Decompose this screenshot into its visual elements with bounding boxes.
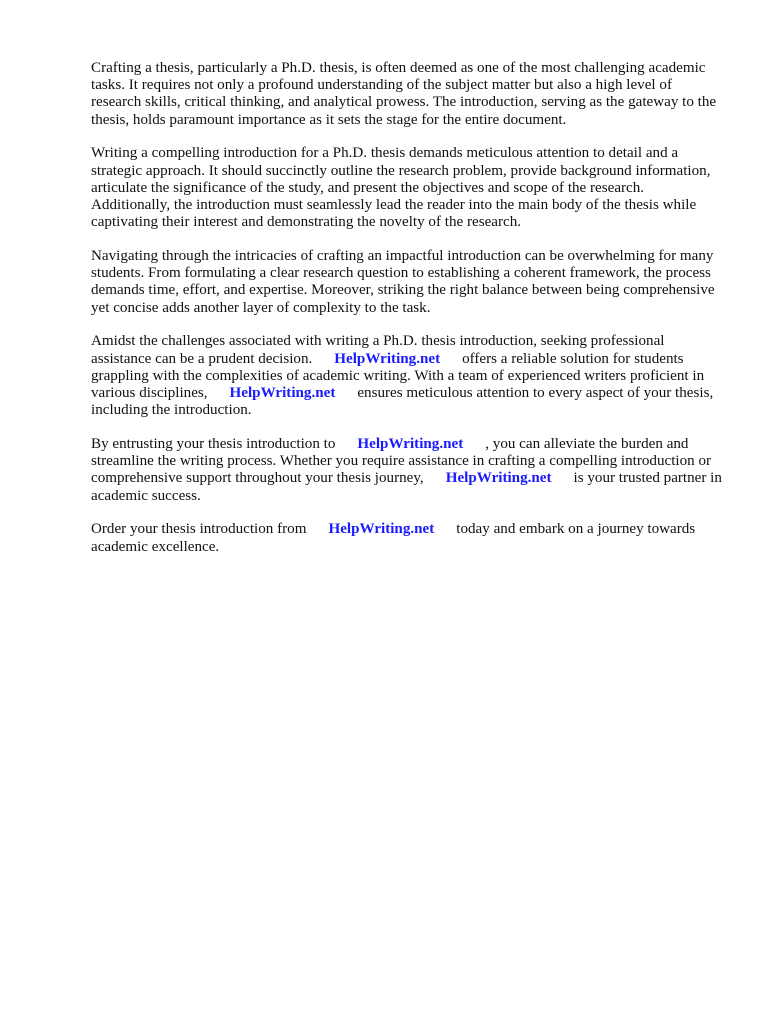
paragraph-5 (91, 436, 723, 505)
helpwriting-link[interactable]: HelpWriting.net (334, 350, 441, 367)
paragraph-6-text-b: today and embark on a journey towards academic excellence. (91, 521, 696, 555)
paragraph-4-text-b: offers a reliable solution for students grappling with the complexities of academic writing. With a team of experienced writers proficient in various disciplines, (91, 350, 705, 402)
paragraph-4-text-a: Amidst the challenges associated with writing a Ph.D. thesis introduction, seeking professional assistance can be a prudent decision. (91, 333, 665, 367)
paragraph-6 (91, 521, 723, 555)
paragraph-4 (91, 333, 723, 419)
paragraph-5-text-a: By entrusting your thesis introduction to (91, 436, 336, 453)
paragraph-5-text-c: is your trusted partner in academic success. (91, 470, 722, 504)
helpwriting-link[interactable]: HelpWriting.net (229, 385, 336, 402)
helpwriting-link[interactable]: HelpWriting.net (445, 470, 552, 487)
helpwriting-link[interactable]: HelpWriting.net (357, 436, 464, 453)
paragraph-3: Navigating through the intricacies of crafting an impactful introduction can be overwhelming for many students. From formulating a clear research question to establishing a coherent framework, the process demands time, effort, and expertise. Moreover, striking the right balance between being comprehensive yet concise adds another layer of complexity to the task. (91, 248, 715, 316)
paragraph-6-text-a: Order your thesis introduction from (91, 521, 307, 538)
paragraph-5-text-b: , you can alleviate the burden and streamline the writing process. Whether you require assistance in crafting a compelling introduction or comprehensive support throughout your thesis journey, (91, 436, 712, 487)
paragraph-1: Crafting a thesis, particularly a Ph.D. thesis, is often deemed as one of the most challenging academic tasks. It requires not only a profound understanding of the subject matter but also a high level of research skills, critical thinking, and analytical prowess. The introduction, serving as the gateway to the thesis, holds paramount importance as it sets the stage for the entire document. (91, 60, 717, 128)
helpwriting-link[interactable]: HelpWriting.net (328, 521, 435, 538)
paragraph-2: Writing a compelling introduction for a Ph.D. thesis demands meticulous attention to detail and a strategic approach. It should succinctly outline the research problem, provide background information, articulate the significance of the study, and present the objectives and scope of the research. Additionally, the introduction must seamlessly lead the reader into the main body of the thesis while captivating their interest and demonstrating the novelty of the research. (91, 145, 711, 231)
paragraph-4-text-c: ensures meticulous attention to every aspect of your thesis, including the introduction. (91, 385, 714, 419)
document-body (91, 60, 723, 572)
